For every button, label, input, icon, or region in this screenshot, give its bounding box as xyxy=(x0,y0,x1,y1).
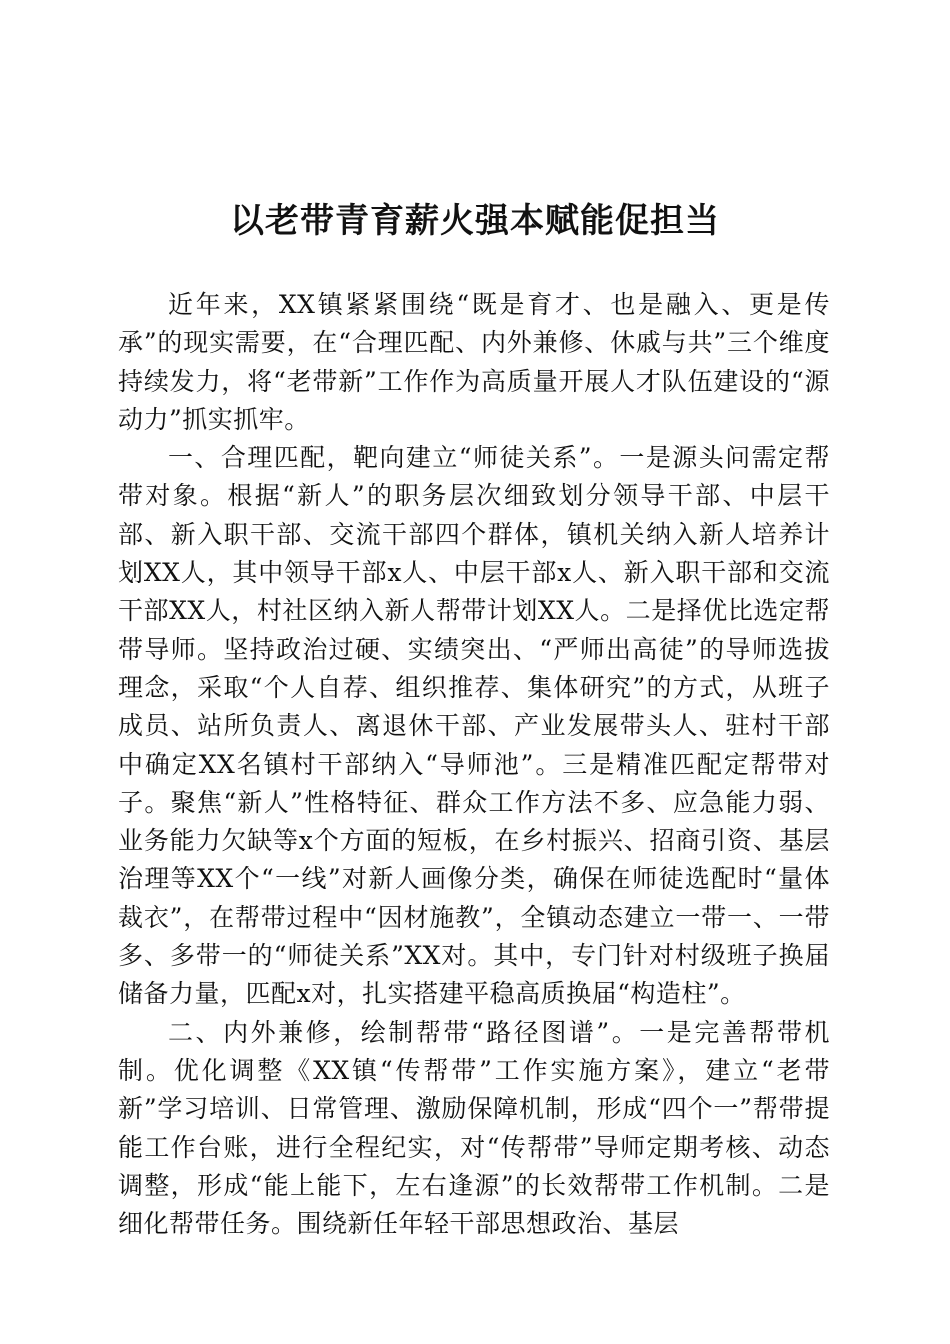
document-body xyxy=(118,286,830,1243)
paragraph-section-one: 一、合理匹配，靶向建立“师徒关系”。一是源头问需定帮带对象。根据“新人”的职务层次细致划分领导干部、中层干部、新入职干部、交流干部四个群体，镇机关纳入新人培养计划XX人，其中领导干部x人、中层干部x人、新入职干部和交流干部XX人，村社区纳入新人帮带计划XX人。二是择优比选定帮带导师。坚持政治过硬、实绩突出、“严师出高徒”的导师选拔理念，采取“个人自荐、组织推荐、集体研究”的方式，从班子成员、站所负责人、离退休干部、产业发展带头人、驻村干部中确定XX名镇村干部纳入“导师池”。三是精准匹配定帮带对子。聚焦“新人”性格特征、群众工作方法不多、应急能力弱、业务能力欠缺等x个方面的短板，在乡村振兴、招商引资、基层治理等XX个“一线”对新人画像分类，确保在师徒选配时“量体裁衣”，在帮带过程中“因材施教”，全镇动态建立一带一、一带多、多带一的“师徒关系”XX对。其中，专门针对村级班子换届储备力量，匹配x对，扎实搭建平稳高质换届“构造柱”。 xyxy=(118,443,830,1009)
paragraph-intro: 近年来，XX镇紧紧围绕“既是育才、也是融入、更是传承”的现实需要，在“合理匹配、内外兼修、休戚与共”三个维度持续发力，将“老带新”工作作为高质量开展人才队伍建设的“源动力”抓实抓牢。 xyxy=(118,290,830,434)
document-title: 以老带青育薪火强本赋能促担当 xyxy=(230,201,720,241)
paragraph-section-two: 二、内外兼修，绘制帮带“路径图谱”。一是完善帮带机制。优化调整《XX镇“传帮带”工作实施方案》，建立“老带新”学习培训、日常管理、激励保障机制，形成“四个一”帮带提能工作台账，进行全程纪实，对“传帮带”导师定期考核、动态调整，形成“能上能下，左右逢源”的长效帮带工作机制。二是细化帮带任务。围绕新任年轻干部思想政治、基层 xyxy=(118,1017,830,1239)
